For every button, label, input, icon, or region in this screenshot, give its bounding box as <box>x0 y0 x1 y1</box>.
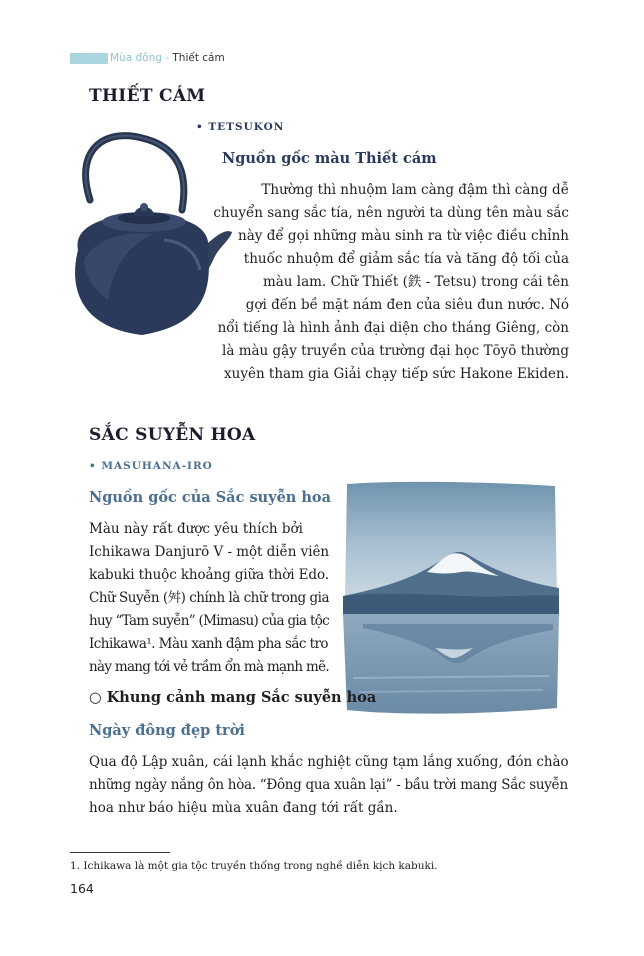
section2-subtitle: Nguồn gốc của Sắc suyễn hoa <box>89 489 331 506</box>
header-separator: - <box>161 52 173 64</box>
scenery-line: những ngày nắng ôn hòa. “Đông qua xuân lại” - bầu trời mang Sắc suyễn <box>89 777 568 793</box>
section1-line: chuyển sang sắc tía, nên người ta dùng tên màu sắc <box>213 205 569 221</box>
section1-body <box>186 179 569 386</box>
section2-line: Ichikawa¹. Màu xanh đậm pha sắc tro <box>89 636 328 652</box>
section1-subtitle: Nguồn gốc màu Thiết cám <box>222 150 437 167</box>
section1-line: này để gọi những màu sinh ra từ việc điều chỉnh <box>238 228 569 244</box>
scenery-line: hoa như báo hiệu mùa xuân đang tới rất gần. <box>89 800 398 816</box>
header-color-bar <box>70 53 108 64</box>
section1-line: thuốc nhuộm để giảm sắc tía và tăng độ tối của <box>243 251 569 267</box>
section2-title: SẮC SUYỄN HOA <box>89 425 256 445</box>
mount-fuji-illustration <box>343 478 559 718</box>
section2-line: Chữ Suyễn (舛) chính là chữ trong gia <box>89 590 329 606</box>
scenery-body <box>89 751 569 820</box>
page-number: 164 <box>70 881 94 896</box>
section1-line: nổi tiếng là hình ảnh đại diện cho tháng Giêng, còn <box>217 320 569 336</box>
section2-line: Ichikawa Danjurō V - một diễn viên <box>89 544 330 560</box>
section2-romaji: • MASUHANA-IRO <box>89 460 213 472</box>
footnote: 1. Ichikawa là một gia tộc truyền thống trong nghề diễn kịch kabuki. <box>70 860 438 872</box>
scenery-heading: ○ Khung cảnh mang Sắc suyễn hoa <box>89 689 377 706</box>
section2-line: Màu này rất được yêu thích bởi <box>89 521 303 537</box>
section1-romaji: • TETSUKON <box>196 121 285 133</box>
section1-title: THIẾT CÁM <box>89 86 206 106</box>
running-header <box>110 52 225 64</box>
header-season: Mùa đông <box>110 52 162 64</box>
section1-line: Thường thì nhuộm lam càng đậm thì càng dễ <box>261 182 569 198</box>
section2-line: kabuki thuộc khoảng giữa thời Edo. <box>89 567 329 583</box>
section2-line: huy “Tam suyễn” (Mimasu) của gia tộc <box>89 613 329 629</box>
section1-line: gợi đến bề mặt nám đen của siêu đun nước. Nó <box>245 297 569 313</box>
scenery-line: Qua độ Lập xuân, cái lạnh khắc nghiệt cũng tạm lắng xuống, đón chào <box>89 754 569 770</box>
section2-line: này mang tới vẻ trầm ổn mà mạnh mẽ. <box>89 659 329 675</box>
header-chapter: Thiết cám <box>172 52 225 64</box>
section2-body <box>89 518 329 679</box>
scenery-subtitle: Ngày đông đẹp trời <box>89 722 245 739</box>
section1-line: là màu gậy truyền của trường đại học Tōyō thường <box>222 343 569 359</box>
section1-line: màu lam. Chữ Thiết (鉄 - Tetsu) trong cái tên <box>262 274 569 290</box>
section1-line: xuyên tham gia Giải chạy tiếp sức Hakone Ekiden. <box>224 366 569 382</box>
footnote-rule <box>70 852 170 853</box>
